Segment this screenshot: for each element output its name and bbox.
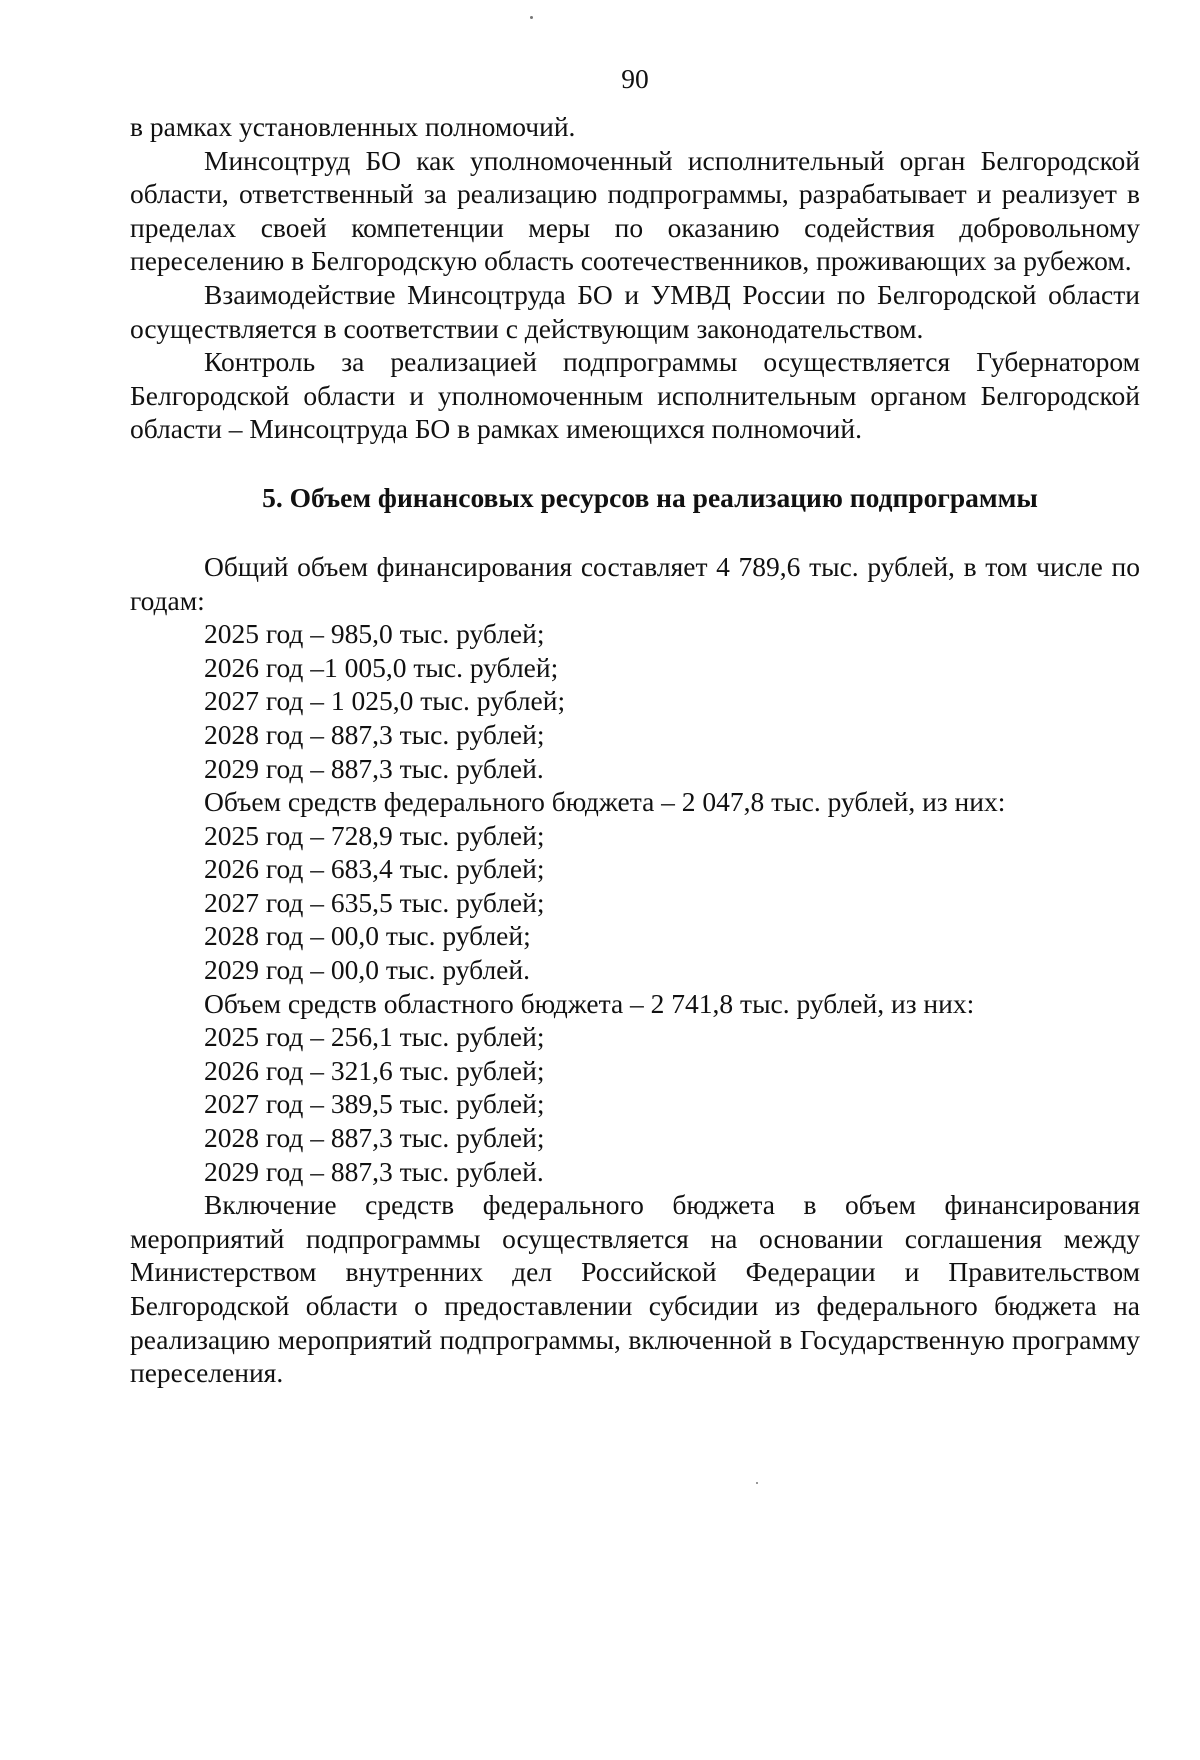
- list-item: 2028 год – 00,0 тыс. рублей;: [204, 920, 531, 952]
- federal-budget-intro: Объем средств федерального бюджета – 2 047,8 тыс. рублей, из них:: [204, 786, 1006, 818]
- list-item: 2026 год –1 005,0 тыс. рублей;: [204, 651, 559, 683]
- regional-budget-intro: Объем средств областного бюджета – 2 741,8 тыс. рублей, из них:: [204, 987, 975, 1019]
- list-item: 2027 год – 389,5 тыс. рублей;: [204, 1088, 545, 1120]
- list-item: 2026 год – 321,6 тыс. рублей;: [204, 1054, 545, 1086]
- list-item: 2025 год – 985,0 тыс. рублей;: [204, 618, 545, 650]
- section-heading: 5. Объем финансовых ресурсов на реализацию подпрограммы: [262, 481, 1038, 513]
- paragraph-closing: Включение средств федерального бюджета в объем финансирования мероприятий подпрограммы осуществляется на основании соглашения между Министерством внутренних дел Российской Федерации и Правительством Белгородской области о предоставлении субсидии из федерального бюджета на реализацию мероприятий подпрограммы, включенной в Государственную программу переселения.: [130, 1189, 1140, 1389]
- list-item: 2027 год – 1 025,0 тыс. рублей;: [204, 685, 566, 717]
- list-item: 2028 год – 887,3 тыс. рублей;: [204, 718, 545, 750]
- list-item: 2026 год – 683,4 тыс. рублей;: [204, 853, 545, 885]
- list-item: 2028 год – 887,3 тыс. рублей;: [204, 1122, 545, 1154]
- list-item: 2029 год – 00,0 тыс. рублей.: [204, 954, 530, 986]
- scan-speck: [756, 1482, 758, 1484]
- scan-speck: [530, 16, 533, 19]
- document-page: [130, 62, 1140, 1390]
- list-item: 2027 год – 635,5 тыс. рублей;: [204, 886, 545, 918]
- paragraph-minsoctrud-role: Минсоцтруд БО как уполномоченный исполнительный орган Белгородской области, ответственный за реализацию подпрограммы, разрабатывает и реализует в пределах своей компетенции меры по оказанию содействия добровольному переселению в Белгородскую область соотечественников, проживающих за рубежом.: [130, 144, 1140, 277]
- paragraph-interaction: Взаимодействие Минсоцтруда БО и УМВД России по Белгородской области осуществляется в соответствии с действующим законодательством.: [130, 278, 1140, 344]
- regional-by-year-list: [130, 1020, 1140, 1188]
- paragraph-total-intro: Общий объем финансирования составляет 4 789,6 тыс. рублей, в том числе по годам:: [130, 550, 1140, 616]
- total-by-year-list: [130, 617, 1140, 785]
- federal-by-year-list: [130, 819, 1140, 987]
- paragraph-continuation: в рамках установленных полномочий.: [130, 111, 576, 142]
- list-item: 2025 год – 728,9 тыс. рублей;: [204, 819, 545, 851]
- list-item: 2029 год – 887,3 тыс. рублей.: [204, 752, 544, 784]
- paragraph-control: Контроль за реализацией подпрограммы осуществляется Губернатором Белгородской области и уполномоченным исполнительным органом Белгородской области – Минсоцтруда БО в рамках имеющихся полномочий.: [130, 346, 1140, 445]
- page-number: 90: [621, 63, 649, 94]
- list-item: 2029 год – 887,3 тыс. рублей.: [204, 1155, 544, 1187]
- list-item: 2025 год – 256,1 тыс. рублей;: [204, 1021, 545, 1053]
